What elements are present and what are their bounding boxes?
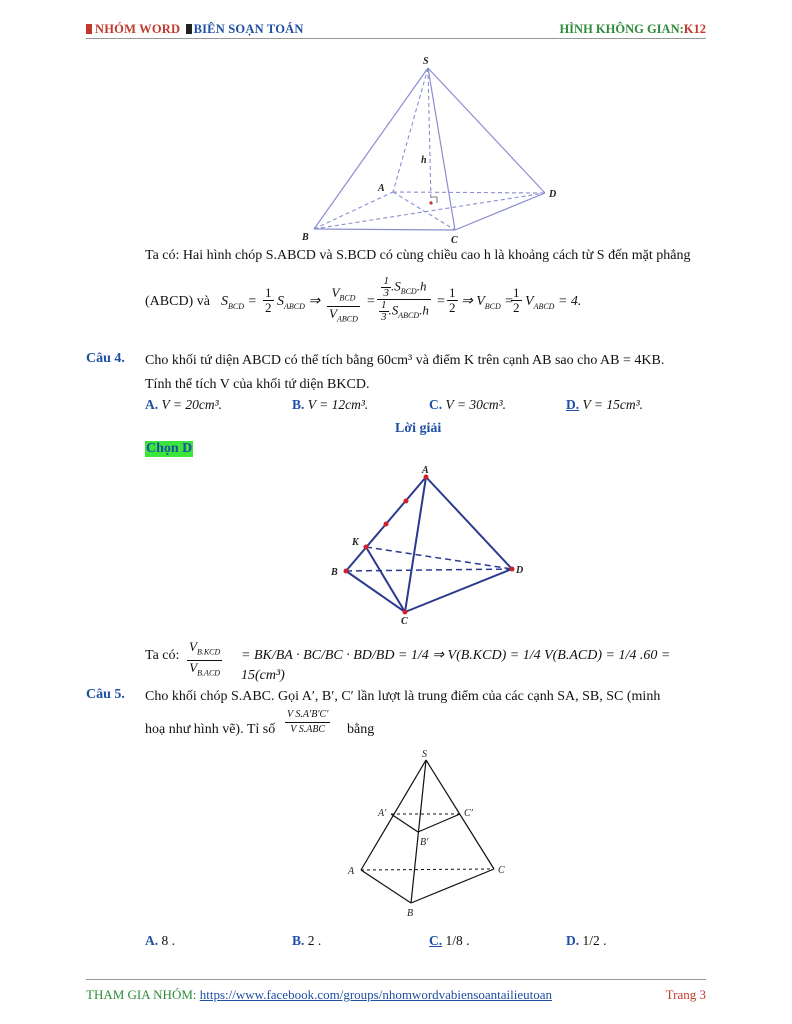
- footer-left: [86, 987, 552, 1003]
- frac-half-1: $\frac{1}{2}$: [265, 285, 272, 315]
- edge-bc: [411, 869, 494, 903]
- footer-link[interactable]: https://www.facebook.com/groups/nhomwordvabiensoantailieutoan: [199, 987, 553, 1002]
- point-c: [403, 610, 408, 615]
- separator-icon: [186, 24, 192, 34]
- label-c: C: [401, 616, 408, 627]
- label-c: C: [498, 865, 505, 876]
- diag-bd-hidden: [314, 193, 545, 229]
- q5-option-a[interactable]: A. 8 .: [145, 933, 175, 948]
- edge-ad: [426, 477, 512, 569]
- eq-v-bcd: ⇒ $V_{BCD}$ =: [461, 294, 514, 311]
- point-ab-1: [404, 499, 409, 504]
- eq-s-bcd: $S_{BCD}$ =: [221, 294, 257, 311]
- q5-text2: [145, 708, 705, 748]
- document-icon: [86, 24, 92, 34]
- edge-b1c1: [418, 814, 460, 832]
- q5-ratio: V S.A′B′C′ V S.ABC: [287, 709, 329, 735]
- q4-option-d[interactable]: D. V = 15cm³.: [566, 397, 644, 412]
- footer-rule: [86, 979, 706, 980]
- header-group-name: NHÓM WORD: [95, 22, 181, 36]
- diag-ac-hidden: [393, 192, 455, 230]
- label-a: A: [422, 465, 429, 476]
- label-c: C: [451, 235, 458, 246]
- header-group-subtitle: BIÊN SOẠN TOÁN: [193, 22, 304, 36]
- q5-text2-b: bằng: [347, 722, 375, 737]
- q4-option-a[interactable]: A. V = 20cm³.: [145, 397, 223, 412]
- header-left: [86, 22, 304, 37]
- q4-solution: [145, 639, 705, 683]
- label-a: A: [378, 183, 385, 194]
- figure-pyramid-sabc: [340, 748, 520, 920]
- point-d: [510, 567, 515, 572]
- edge-sb: [314, 68, 428, 229]
- solution3-prefix: (ABCD) và: [145, 294, 210, 309]
- label-a-prime: A′: [378, 808, 387, 819]
- frac-half-2: $\frac{1}{2}$: [449, 285, 456, 315]
- frac-v-ratio: $V_{BCD}$ $V_{ABCD}$: [329, 285, 358, 324]
- solution3-line1: Ta có: Hai hình chóp S.ABCD và S.BCD có cùng chiều cao h là khoảng cách từ S đến mặt phẳng: [145, 248, 691, 263]
- footer-label: THAM GIA NHÓM:: [86, 987, 197, 1002]
- edge-ba-hidden: [314, 192, 393, 229]
- edge-ac-hidden: [361, 869, 494, 870]
- q4-chon: Chọn D: [146, 441, 193, 456]
- edge-sa-hidden: [393, 68, 428, 192]
- label-a: A: [348, 866, 355, 877]
- figure-pyramid-sabcd: [300, 52, 570, 247]
- label-s: S: [423, 56, 429, 67]
- label-d: D: [549, 189, 557, 200]
- header-rule: [86, 38, 706, 39]
- q4-option-b[interactable]: B. V = 12cm³.: [292, 397, 369, 412]
- q5-text1: Cho khối chóp S.ABC. Gọi A′, B′, C′ lần lượt là trung điểm của các cạnh SA, SB, SC (minh: [145, 689, 661, 704]
- q5-option-b[interactable]: B. 2 .: [292, 933, 322, 948]
- edge-ab: [361, 870, 411, 903]
- label-b-prime: B′: [420, 837, 429, 848]
- header-right: [559, 22, 706, 37]
- frac-half-3: $\frac{1}{2}$: [513, 285, 520, 315]
- edge-a1b1: [391, 814, 418, 832]
- q4-loigiai: Lời giải: [395, 421, 442, 436]
- height-h: [428, 68, 431, 203]
- label-c-prime: C′: [464, 808, 473, 819]
- edge-cd: [455, 193, 545, 230]
- label-k: K: [352, 537, 359, 548]
- label-b: B: [302, 232, 309, 243]
- edge-cd: [405, 569, 512, 612]
- q5-text2-a: hoạ như hình vẽ). Tỉ số: [145, 722, 276, 737]
- q4-text1: Cho khối tứ diện ABCD có thể tích bằng 60cm³ và điểm K trên cạnh AB sao cho AB = 4KB.: [145, 353, 665, 368]
- solution3-equation: (ABCD) và $S_{BCD}$ = $\frac{1}{2}$ $S_{ABCD}$ ⇒ $V_{BCD}$ $V_{ABCD}$ = $\frac{1}{3}$ $.S_{BCD}.h$ $\frac{1}{3}$ $.S_{ABCD}.h$ = $\frac{1}{2}$ ⇒ $V_{BCD}$ = $\frac{1}{2}$ $V_{ABCD} = 4$.: [145, 276, 745, 334]
- edge-bc: [346, 571, 405, 612]
- point-k: [364, 545, 369, 550]
- frac-v-bkcd: $V_{B.KCD}$ $V_{B.ACD}$: [189, 639, 221, 678]
- edge-bd-hidden: [346, 569, 512, 571]
- eq-v-abcd: $V_{ABCD} = 4$.: [525, 294, 582, 311]
- q4-label: Câu 4.: [86, 351, 125, 366]
- footer-page-number: Trang 3: [665, 987, 706, 1002]
- q5-label: Câu 5.: [86, 687, 125, 702]
- figure-tetrahedron: [325, 463, 535, 628]
- eq-s-abcd: $S_{ABCD}$ ⇒: [277, 294, 321, 311]
- q5-option-d[interactable]: D. 1/2 .: [566, 933, 607, 948]
- point-ab-2: [384, 522, 389, 527]
- foot-point: [429, 201, 432, 204]
- q4-solution-body: = BK/BA · BC/BC · BD/BD = 1/4 ⇒ V(B.KCD) = 1/4 V(B.ACD) = 1/4 .60 = 15(cm³): [241, 648, 671, 683]
- edge-bc: [314, 229, 455, 230]
- label-s: S: [422, 749, 427, 760]
- q4-text2: Tính thể tích V của khối tứ diện BKCD.: [145, 377, 370, 392]
- edge-ad-hidden: [393, 192, 545, 193]
- label-h: h: [421, 155, 427, 166]
- edge-kd-hidden: [366, 547, 512, 569]
- q4-solution-prefix: Ta có:: [145, 648, 180, 663]
- header-topic: HÌNH KHÔNG GIAN:: [559, 22, 684, 36]
- frac-height-ratio: $\frac{1}{3}$ $.S_{BCD}.h$ $\frac{1}{3}$ $.S_{ABCD}.h$: [377, 276, 431, 323]
- label-b: B: [407, 908, 414, 919]
- edge-kc: [366, 547, 405, 612]
- point-b: [344, 569, 349, 574]
- label-d: D: [516, 565, 524, 576]
- q5-option-c[interactable]: C. 1/8 .: [429, 933, 470, 948]
- label-b: B: [331, 567, 338, 578]
- q4-option-c[interactable]: C. V = 30cm³.: [429, 397, 507, 412]
- header-grade: K12: [683, 22, 706, 36]
